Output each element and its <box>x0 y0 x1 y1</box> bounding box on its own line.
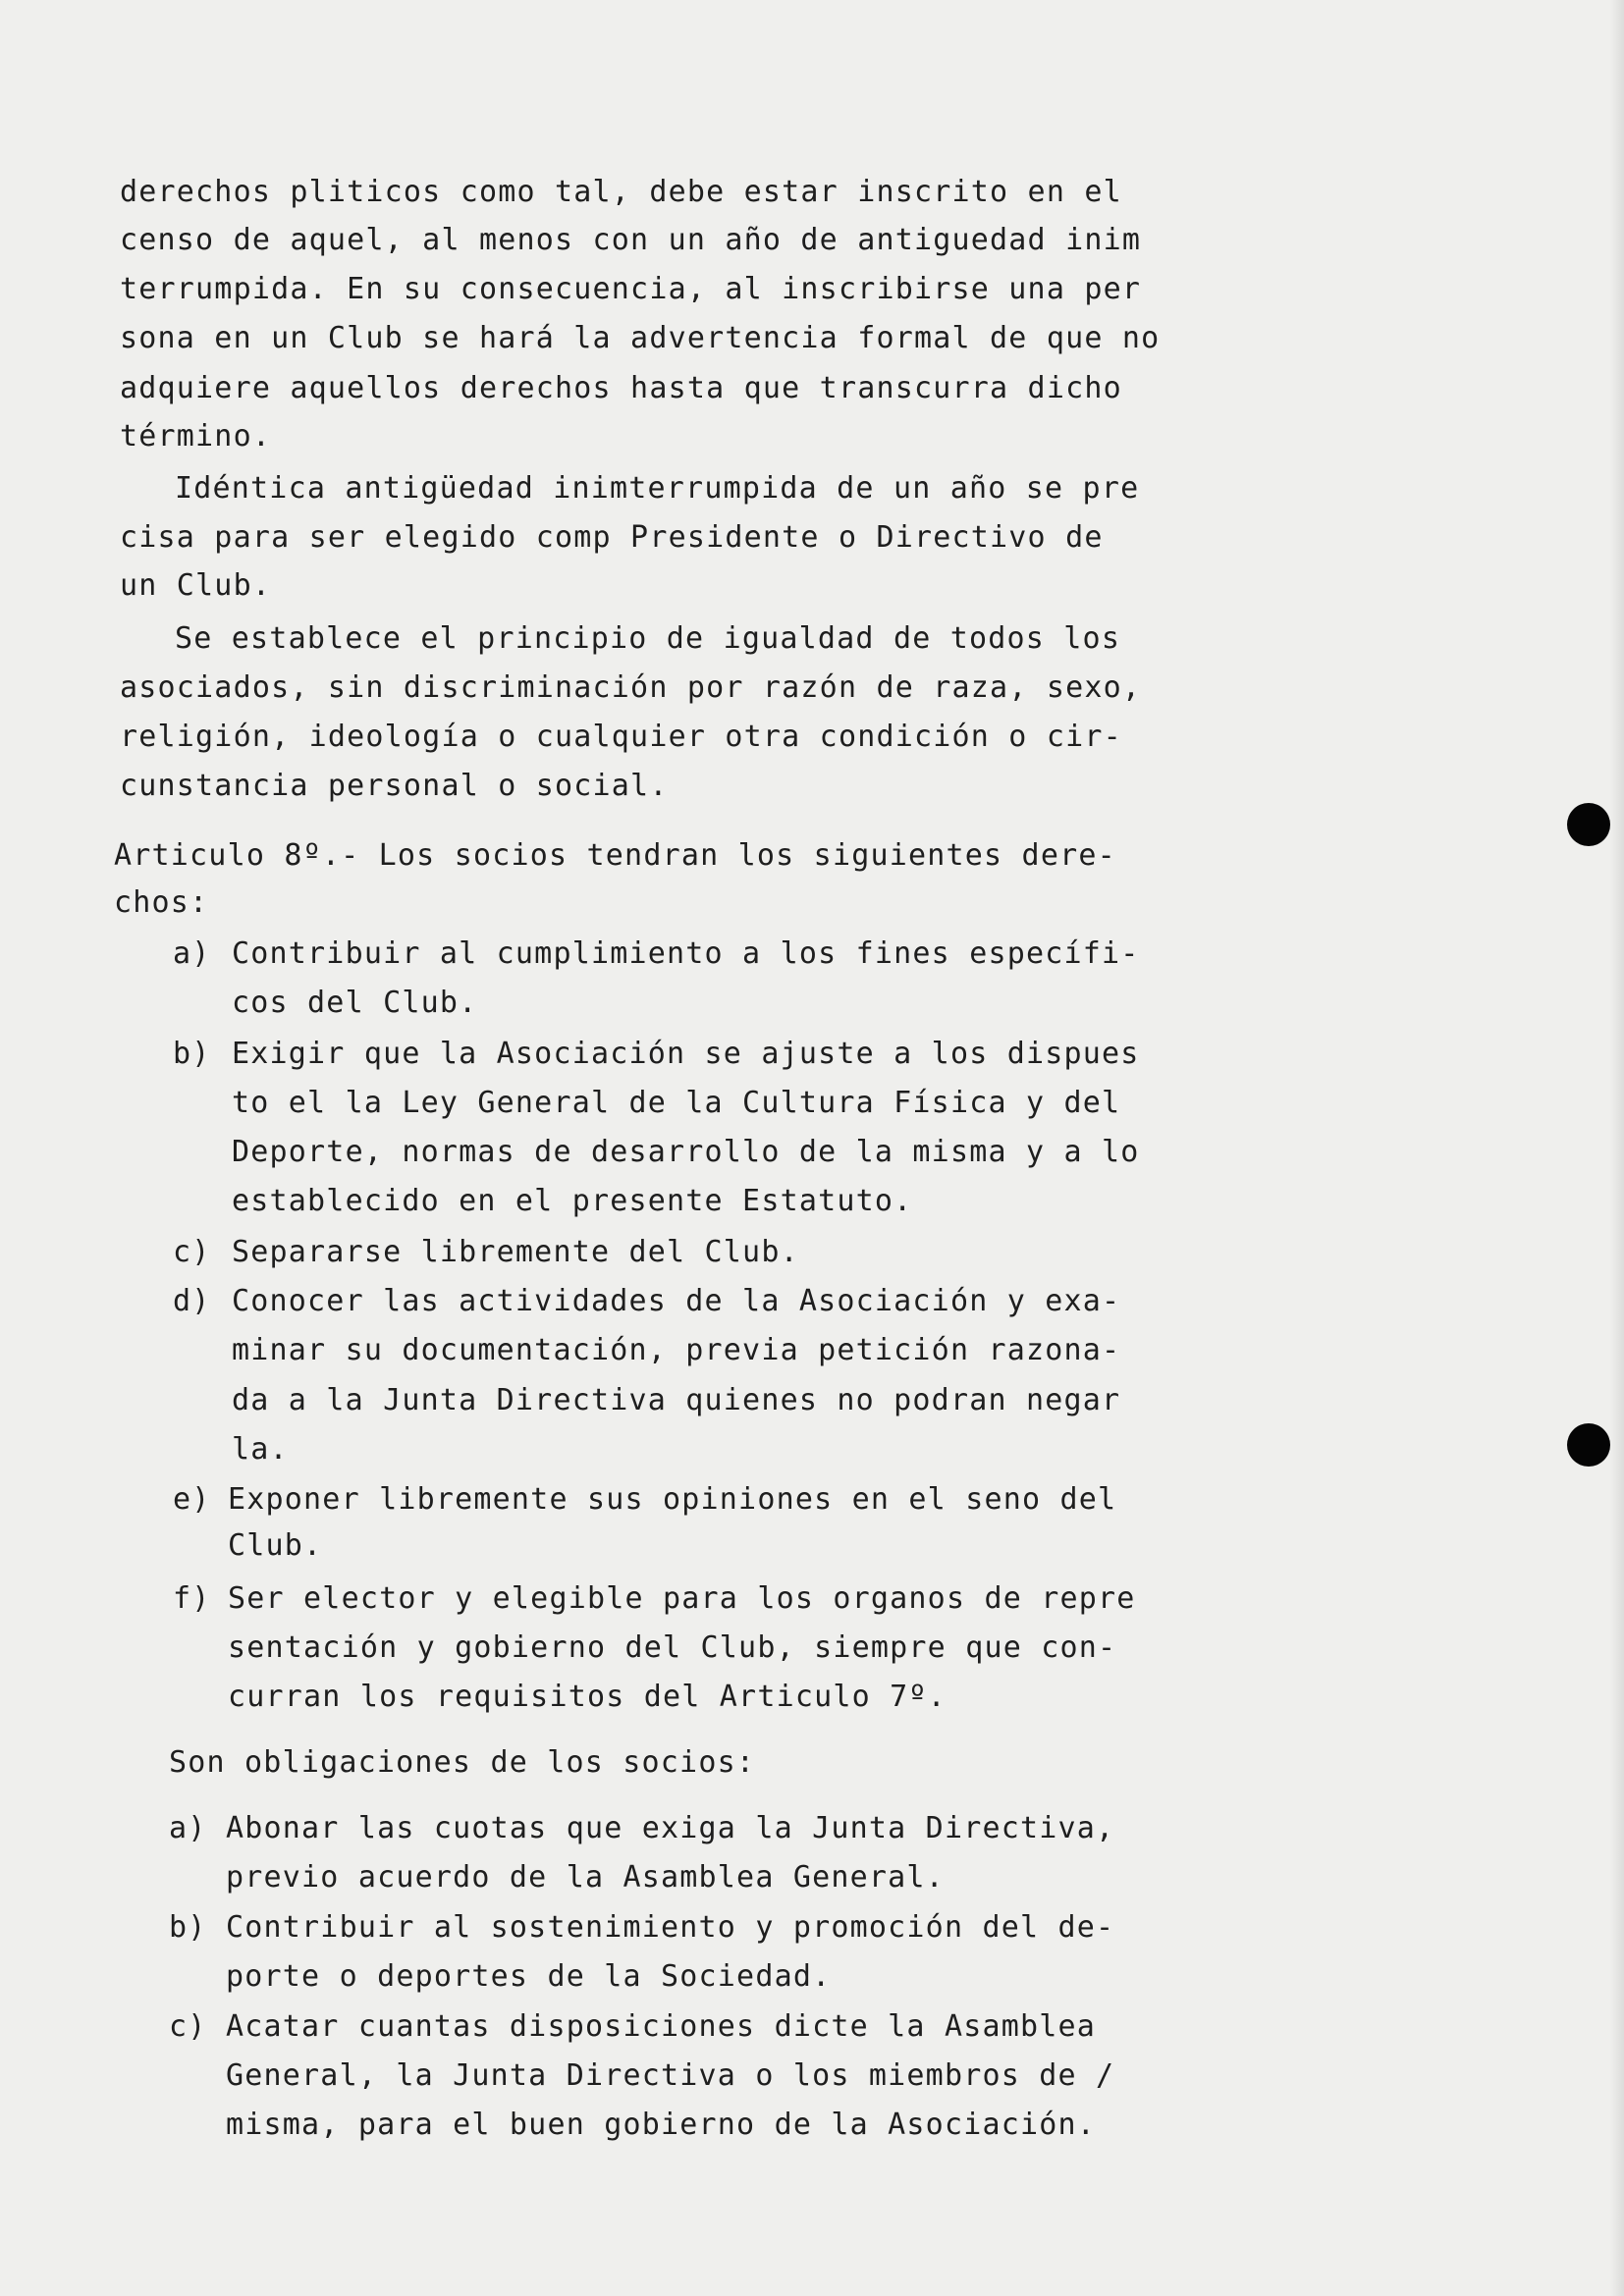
list-item-line: cos del Club. <box>232 986 478 1020</box>
text-line: término. <box>120 419 272 454</box>
list-item-line: to el la Ley General de la Cultura Física y del <box>232 1086 1121 1120</box>
list-item-line: Abonar las cuotas que exiga la Junta Directiva, <box>226 1811 1115 1845</box>
text-line: terrumpida. En su consecuencia, al inscribirse una per <box>120 272 1142 306</box>
article-heading: Articulo 8º.- Los socios tendran los siguientes dere- <box>114 838 1116 873</box>
list-letter: a) <box>173 936 211 971</box>
list-item-line: Exigir que la Asociación se ajuste a los dispues <box>232 1037 1140 1071</box>
list-item-line: Contribuir al cumplimiento a los fines específi- <box>232 936 1140 971</box>
list-item-line: Club. <box>228 1528 323 1563</box>
list-letter: b) <box>169 1910 207 1945</box>
list-item-line: previo acuerdo de la Asamblea General. <box>226 1860 945 1895</box>
list-item-line: porte o deportes de la Sociedad. <box>226 1959 832 1994</box>
list-letter: c) <box>173 1235 211 1269</box>
text-line: asociados, sin discriminación por razón de raza, sexo, <box>120 670 1142 705</box>
list-item-line: Separarse libremente del Club. <box>232 1235 799 1269</box>
list-item-line: establecido en el presente Estatuto. <box>232 1184 913 1218</box>
list-item-line: Acatar cuantas disposiciones dicte la Asamblea <box>226 2009 1097 2044</box>
list-item-line: Deporte, normas de desarrollo de la misma y a lo <box>232 1135 1140 1169</box>
list-item-line: Ser elector y elegible para los organos de repre <box>228 1581 1136 1616</box>
list-item-line: sentación y gobierno del Club, siempre que con- <box>228 1630 1117 1665</box>
list-item-line: Contribuir al sostenimiento y promoción del de- <box>226 1910 1115 1945</box>
article-heading: chos: <box>114 885 209 920</box>
list-item-line: minar su documentación, previa petición razona- <box>232 1333 1121 1367</box>
list-letter: f) <box>173 1581 211 1616</box>
list-item-line: da a la Junta Directiva quienes no podran negar <box>232 1383 1121 1417</box>
list-letter: b) <box>173 1037 211 1071</box>
list-letter: a) <box>169 1811 207 1845</box>
text-line: adquiere aquellos derechos hasta que transcurra dicho <box>120 371 1122 405</box>
page-edge <box>1610 0 1624 2296</box>
list-letter: c) <box>169 2009 207 2044</box>
list-item-line: Exponer libremente sus opiniones en el seno del <box>228 1482 1117 1517</box>
list-item-line: curran los requisitos del Articulo 7º. <box>228 1680 947 1714</box>
list-item-line: misma, para el buen gobierno de la Asociación. <box>226 2108 1097 2142</box>
punch-hole <box>1567 803 1610 846</box>
text-line: Se establece el principio de igualdad de todos los <box>175 621 1121 656</box>
text-line: sona en un Club se hará la advertencia formal de que no <box>120 321 1161 355</box>
list-letter: d) <box>173 1284 211 1318</box>
list-letter: e) <box>173 1482 211 1517</box>
text-line: un Club. <box>120 568 272 603</box>
list-item-line: Conocer las actividades de la Asociación y exa- <box>232 1284 1121 1318</box>
text-line: Idéntica antigüedad inimterrumpida de un año se pre <box>175 471 1140 506</box>
text-line: cisa para ser elegido comp Presidente o Directivo de <box>120 520 1104 555</box>
section-heading: Son obligaciones de los socios: <box>169 1745 756 1780</box>
text-line: cunstancia personal o social. <box>120 769 669 803</box>
text-line: censo de aquel, al menos con un año de antiguedad inim <box>120 223 1142 257</box>
text-line: derechos pliticos como tal, debe estar inscrito en el <box>120 175 1122 209</box>
text-line: religión, ideología o cualquier otra condición o cir- <box>120 720 1122 754</box>
list-item-line: la. <box>232 1432 289 1467</box>
list-item-line: General, la Junta Directiva o los miembros de / <box>226 2058 1115 2093</box>
punch-hole <box>1567 1423 1610 1467</box>
